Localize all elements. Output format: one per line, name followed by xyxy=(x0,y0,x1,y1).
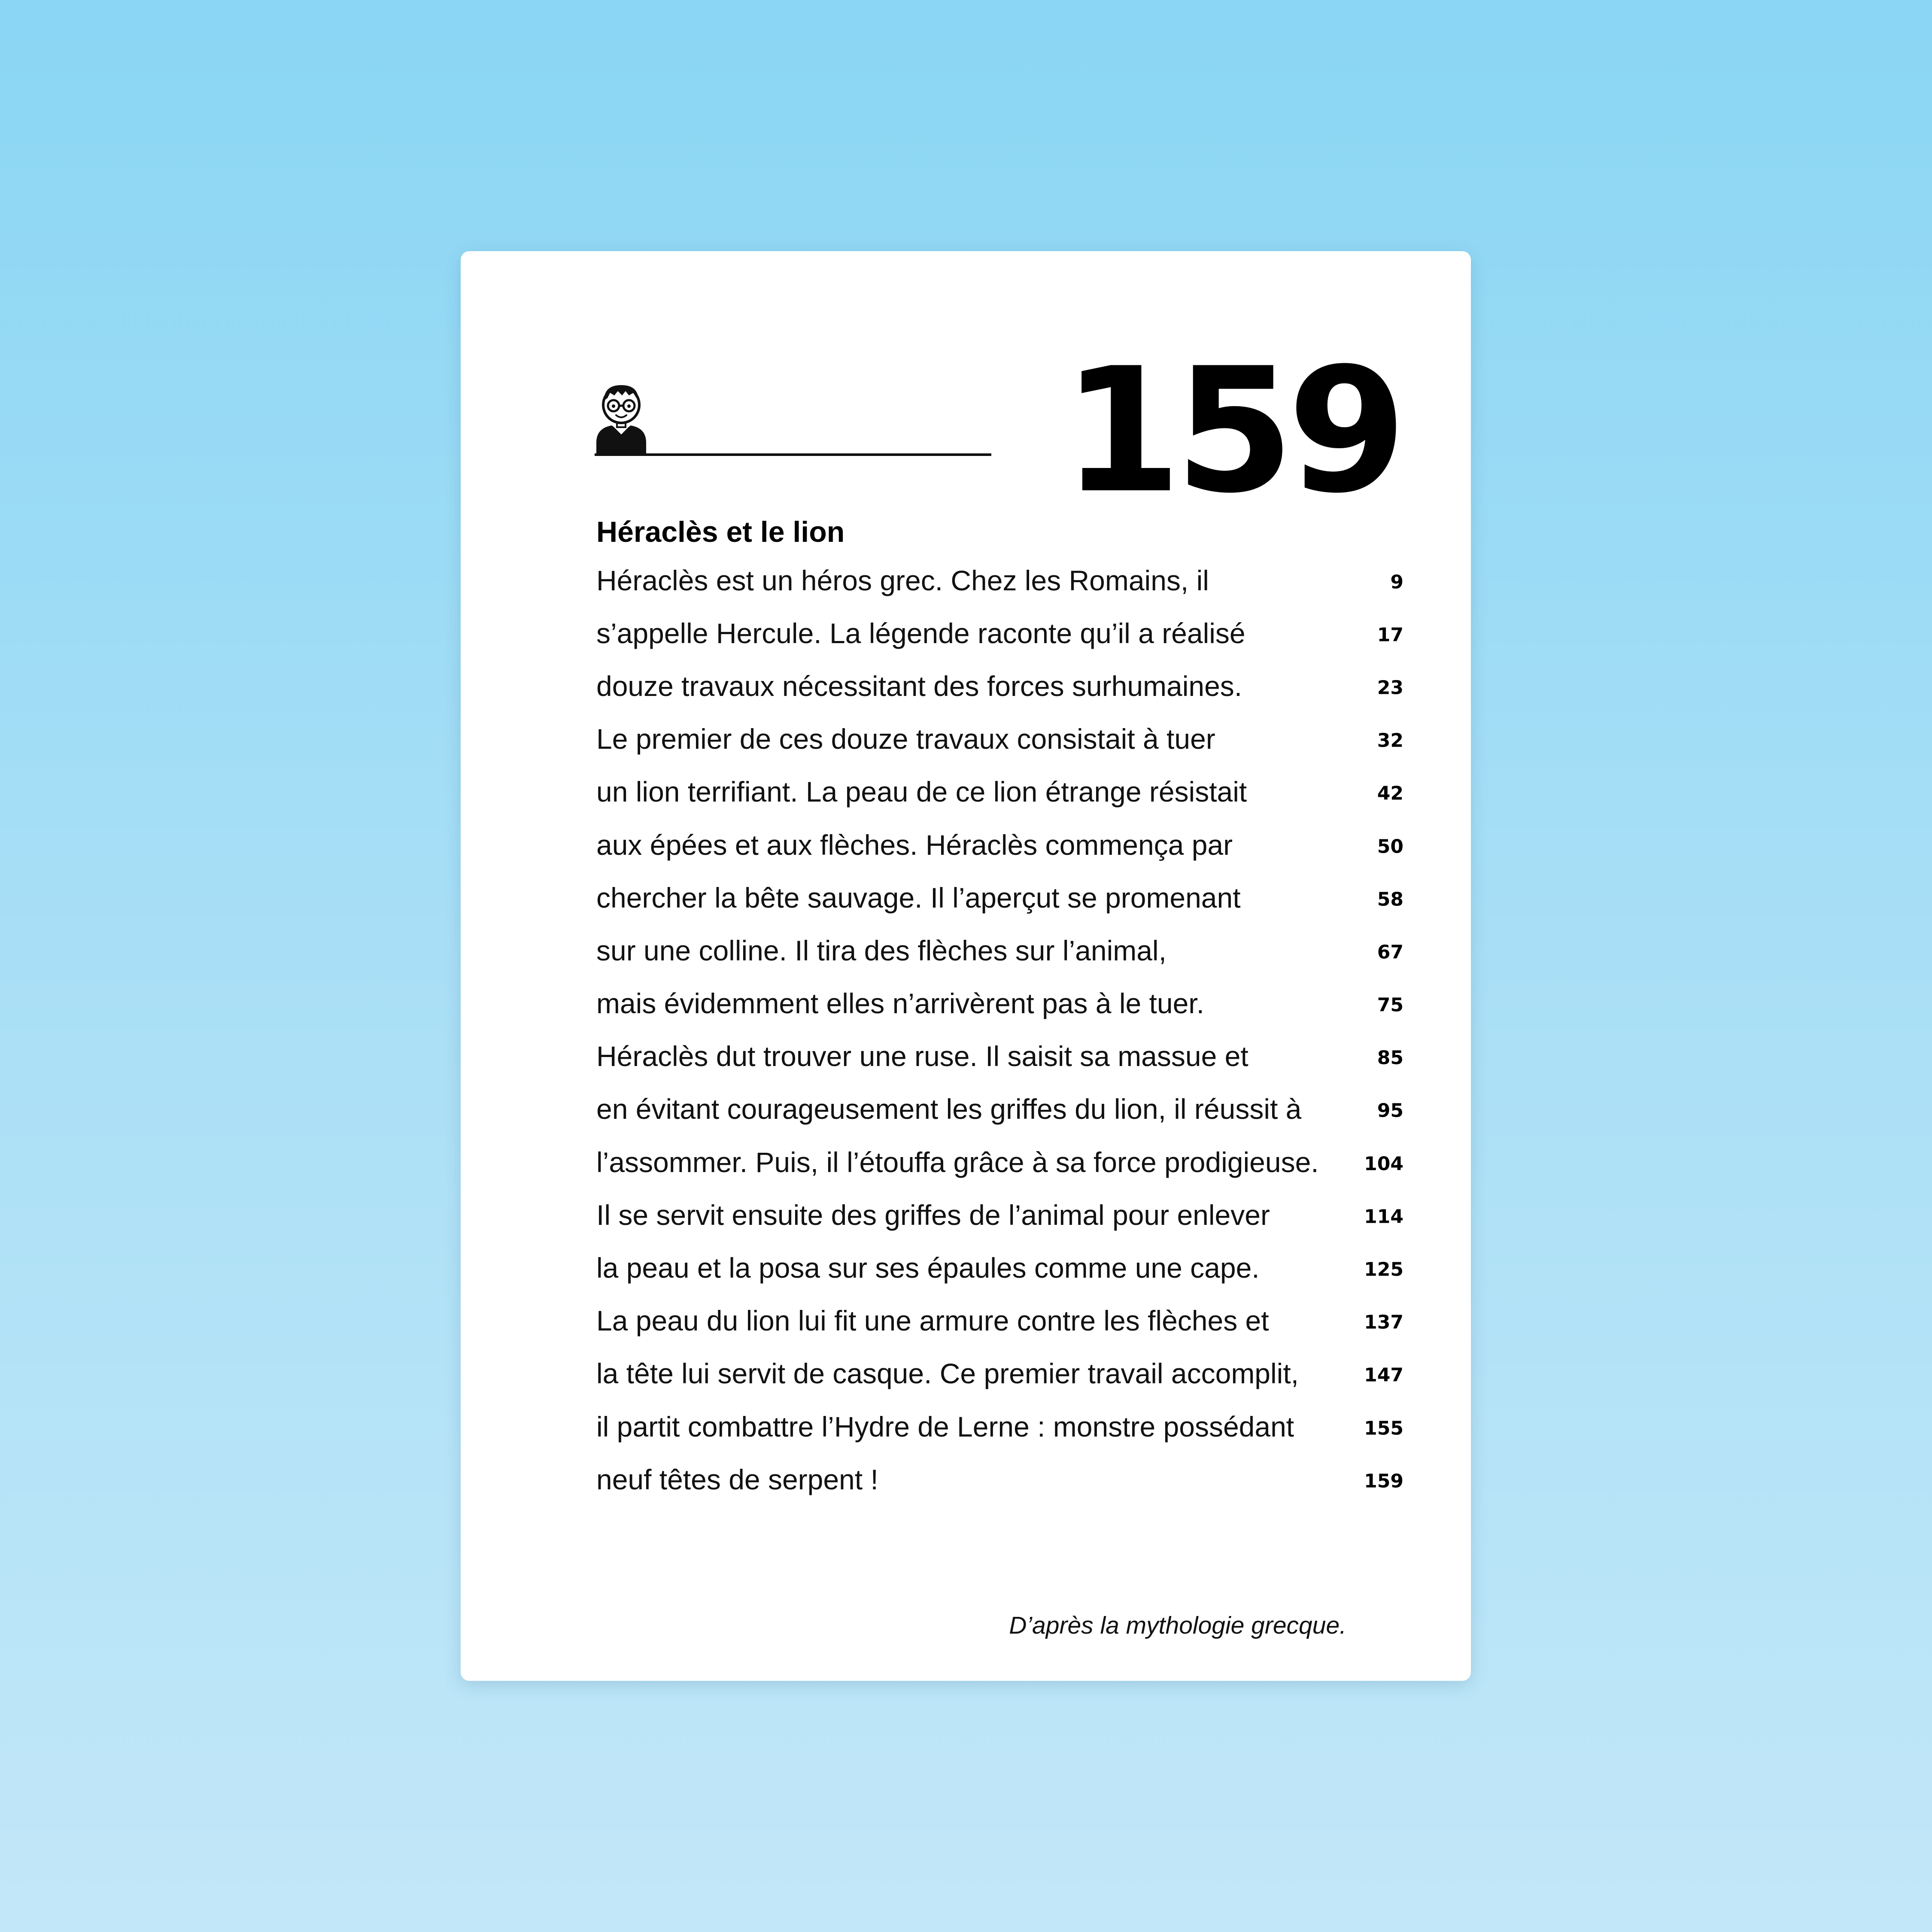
line-text: douze travaux nécessitant des forces surhumaines. xyxy=(596,670,1242,702)
text-line xyxy=(596,554,1403,607)
line-text: en évitant courageusement les griffes du lion, il réussit à xyxy=(596,1093,1302,1125)
text-line xyxy=(596,1453,1403,1506)
text-title: Héraclès et le lion xyxy=(596,516,845,548)
text-line xyxy=(596,924,1403,977)
text-line xyxy=(596,1241,1403,1294)
cumulative-word-count: 95 xyxy=(1377,1100,1403,1122)
line-text: La peau du lion lui fit une armure contre les flèches et xyxy=(596,1305,1269,1337)
cumulative-word-count: 9 xyxy=(1390,571,1403,593)
line-text: Le premier de ces douze travaux consistait à tuer xyxy=(596,723,1215,755)
text-line xyxy=(596,871,1403,924)
text-line xyxy=(596,1294,1403,1347)
line-text: il partit combattre l’Hydre de Lerne : monstre possédant xyxy=(596,1410,1294,1443)
cumulative-word-count: 159 xyxy=(1364,1470,1403,1492)
text-line xyxy=(596,607,1403,659)
source-note: D’après la mythologie grecque. xyxy=(1009,1612,1346,1639)
cumulative-word-count: 58 xyxy=(1377,888,1403,911)
text-line xyxy=(596,1400,1403,1453)
text-line xyxy=(596,818,1403,871)
text-line xyxy=(596,713,1403,766)
cumulative-word-count: 50 xyxy=(1377,835,1403,858)
line-text: la peau et la posa sur ses épaules comme une cape. xyxy=(596,1252,1260,1284)
text-lines xyxy=(596,554,1403,1506)
cumulative-word-count: 32 xyxy=(1377,729,1403,752)
cumulative-word-count: 137 xyxy=(1364,1311,1403,1334)
cumulative-word-count: 104 xyxy=(1364,1153,1403,1175)
line-text: Il se servit ensuite des griffes de l’animal pour enlever xyxy=(596,1199,1270,1231)
text-line xyxy=(596,1030,1403,1083)
name-line xyxy=(595,453,991,456)
line-text: Héraclès est un héros grec. Chez les Romains, il xyxy=(596,564,1209,596)
line-text: aux épées et aux flèches. Héraclès commença par xyxy=(596,829,1233,861)
line-text: s’appelle Hercule. La légende raconte qu’il a réalisé xyxy=(596,617,1245,649)
student-with-glasses-icon xyxy=(595,378,648,456)
line-text: Héraclès dut trouver une ruse. Il saisit sa massue et xyxy=(596,1040,1249,1072)
cumulative-word-count: 85 xyxy=(1377,1047,1403,1069)
word-total: 159 xyxy=(1062,331,1400,531)
line-text: neuf têtes de serpent ! xyxy=(596,1463,878,1495)
cumulative-word-count: 23 xyxy=(1377,677,1403,699)
cumulative-word-count: 147 xyxy=(1364,1364,1403,1386)
text-line xyxy=(596,766,1403,818)
text-line xyxy=(596,659,1403,712)
text-line xyxy=(596,977,1403,1030)
cumulative-word-count: 17 xyxy=(1377,624,1403,646)
text-line xyxy=(596,1188,1403,1241)
line-text: un lion terrifiant. La peau de ce lion étrange résistait xyxy=(596,776,1247,808)
text-line xyxy=(596,1136,1403,1188)
cumulative-word-count: 125 xyxy=(1364,1258,1403,1281)
cumulative-word-count: 67 xyxy=(1377,941,1403,963)
line-text: mais évidemment elles n’arrivèrent pas à le tuer. xyxy=(596,987,1204,1020)
line-text: sur une colline. Il tira des flèches sur l’animal, xyxy=(596,934,1166,966)
cumulative-word-count: 42 xyxy=(1377,782,1403,805)
line-text: chercher la bête sauvage. Il l’aperçut se promenant xyxy=(596,881,1241,914)
cumulative-word-count: 75 xyxy=(1377,994,1403,1016)
line-text: la tête lui servit de casque. Ce premier travail accomplit, xyxy=(596,1358,1299,1390)
reading-card xyxy=(461,251,1471,1681)
cumulative-word-count: 114 xyxy=(1364,1206,1403,1228)
text-line xyxy=(596,1347,1403,1400)
cumulative-word-count: 155 xyxy=(1364,1417,1403,1440)
line-text: l’assommer. Puis, il l’étouffa grâce à sa force prodigieuse. xyxy=(596,1146,1319,1178)
text-line xyxy=(596,1083,1403,1136)
